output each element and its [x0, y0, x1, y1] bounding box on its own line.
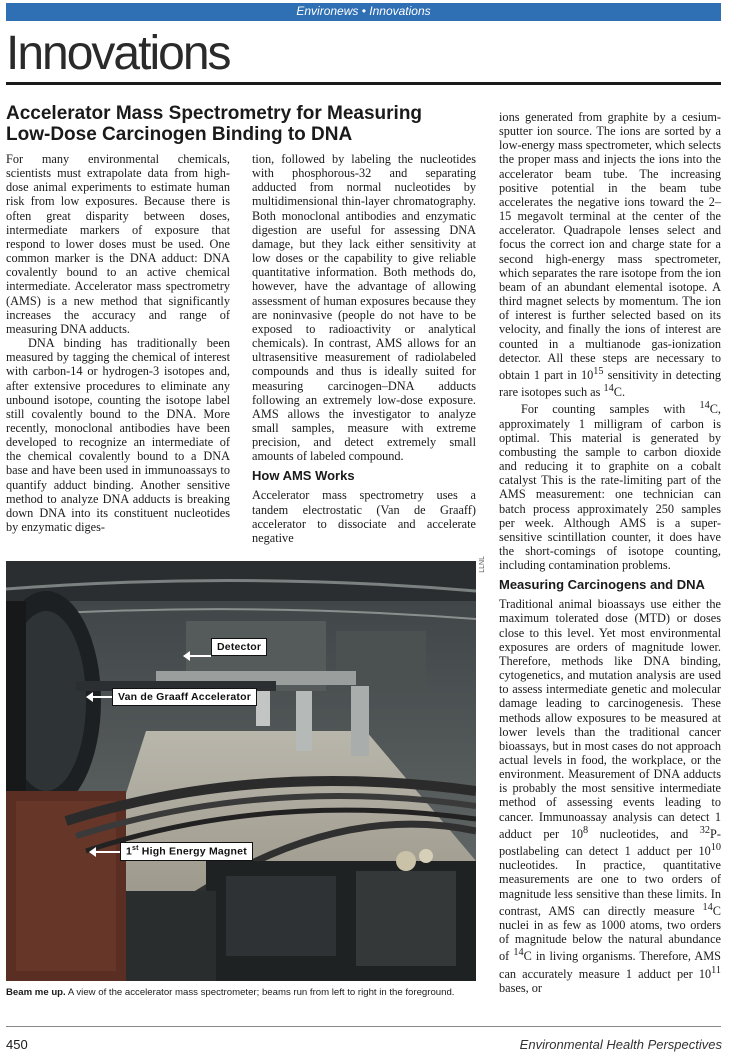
section-title: Innovations: [6, 27, 230, 80]
paragraph: Accelerator mass spectrometry uses a tandem electrostatic (Van de Graaff) accelerator to dissociate and accelerate negative: [252, 488, 476, 545]
column-3: [499, 110, 721, 995]
paragraph: Traditional animal bioassays use either the maximum tolerated dose (MTD) or doses close to this level. Yet most environmental exposures are orders of magnitude lower. Therefore, methods like DNA binding, cytogenetics, and mutation analysis are used to assess intermediate genetic and molecular damage leading to carcinogenesis. These methods allow exposures to be measured at lower levels than the traditional cancer bioassays, but in most cases do not approach actual levels in food, the workplace, or the environment. Measurement of DNA adducts is probably the most sensitive intermediate method of assessing events leading to cancer. Immunoassay analysis can detect 1 adduct per $10^8$ nucleotides, and $^{32}$P-postlabeling can detect 1 adduct per $10^{10}$ nucleotides. In practice, quantitative measurements are one to two orders of magnitude less sensitive than these limits. In contrast, AMS can directly measure $^{14}$C nuclei in as few as 1000 atoms, two orders of magnitude below the natural abundance of $^{14}$C in living organisms. Therefore, AMS can accurately measure 1 adduct per $10^{11}$ bases, or: [499, 597, 722, 995]
figure-caption: Beam me up. A view of the accelerator mass spectrometer; beams run from left to right in the foreground.: [6, 987, 455, 998]
title-rule: [6, 82, 721, 85]
column-2: [252, 152, 476, 545]
paragraph: ions generated from graphite by a cesium-sputter ion source. The ions are sorted by a low-energy mass spectrometer, which selects the proper mass and injects the ions into the accelerator beam tube. The increasing positive potential in the beam tube accelerates the negative ions toward the 2–15 megavolt terminal at the center of the accelerator. Quadrapole lenses select and focus the correct ion and charge state for a second high-energy mass spectrometer, which separates the rare isotope from the ion beam of an abundant elemental isotope. A third magnet selects by momentum. The ion of interest is further selected based on its velocity, and finally the ions of interest are counted in a multianode gas-ionization detector. All these steps are necessary to obtain 1 part in $10^{15}$ sensitivity in detecting rare isotopes such as $^{14}$C.: [499, 110, 721, 400]
caption-lead: Beam me up.: [6, 987, 66, 998]
headline-line-1: Accelerator Mass Spectrometry for Measuring: [6, 103, 423, 124]
paragraph: tion, followed by labeling the nucleotides with phosphorous-32 and separating adducted from normal nucleotides by multidimensional thin-layer chromatography. Both monoclonal antibodies and enzymatic digestion are useful for assessing DNA damage, but they lack either sensitivity at low doses or the capability to give reliable quantitative information. Both methods do, however, have the advantage of allowing assessment of human exposures because they are noninvasive (people do not have to be exposed to radioactivity or analytical chemicals). In contrast, AMS allows for an ultrasensitive measurement of radiolabeled compounds and thus is ideally suited for measuring carcinogen–DNA adducts following an extremely low-dose exposure. AMS allows the investigator to analyze small samples, measure with extreme precision, and detect extremely small amounts of labeled compound.: [252, 152, 476, 464]
label-high-energy-magnet: 1st High Energy Magnet: [120, 842, 253, 861]
article-headline: [6, 103, 486, 145]
page-number: 450: [6, 1037, 28, 1052]
footer-rule: [6, 1026, 721, 1027]
arrow-detector: [189, 655, 211, 657]
photo-credit: LLNL: [479, 556, 486, 573]
column-1: [6, 152, 230, 534]
label-detector: Detector: [211, 638, 267, 656]
arrow-van-de-graaff: [92, 696, 112, 698]
journal-name: Environmental Health Perspectives: [519, 1037, 722, 1052]
arrow-magnet: [95, 851, 120, 853]
accelerator-illustration: [6, 561, 476, 981]
section-banner: [6, 3, 721, 21]
subheading-measuring-carcinogens: Measuring Carcinogens and DNA: [499, 577, 705, 593]
label-van-de-graaff: Van de Graaff Accelerator: [112, 688, 257, 706]
headline-line-2: Low-Dose Carcinogen Binding to DNA: [6, 124, 353, 145]
paragraph: DNA binding has traditionally been measured by tagging the chemical of interest with carbon-14 or hydrogen-3 isotopes and, after extensive procedures to eliminate any unbound isotope, counting the isotope label still covalently bound to the DNA. More recently, monoclonal antibodies have been developed to recognize an intermediate of the chemical covalently bound to a DNA base and have been used in immunoassays to quantify adduct binding. Another sensitive method to analyze DNA adducts is breaking down DNA into its constituent nucleotides by enzymatic diges-: [6, 336, 230, 535]
paragraph: For counting samples with $^{14}$C, approximately 1 milligram of carbon is optimal. This material is generated by combusting the sample to carbon dioxide and reducing it to graphite on a cobalt catalyst This is the rate-limiting part of the AMS measurement: one technician can batch process approximately 250 samples per week. Although AMS is a super-sensitive scintillation counter, it does have the short-comings of isotope counting, including contamination problems.: [499, 400, 721, 573]
paragraph: For many environmental chemicals, scientists must extrapolate data from high-dose animal experiments to estimate human risk from low exposures. Because there is often great disparity between doses, intermediate markers of exposure that respond to lower doses must be used. One common marker is the DNA adduct: DNA covalently bound to an active chemical intermediate. Accelerator mass spectrometry (AMS) is a new method that significantly increases the accuracy and range of measuring DNA adducts.: [6, 152, 230, 336]
subheading-how-ams-works: How AMS Works: [252, 468, 355, 484]
accelerator-photo: [6, 561, 476, 981]
banner-text: Environews • Innovations: [296, 4, 431, 18]
